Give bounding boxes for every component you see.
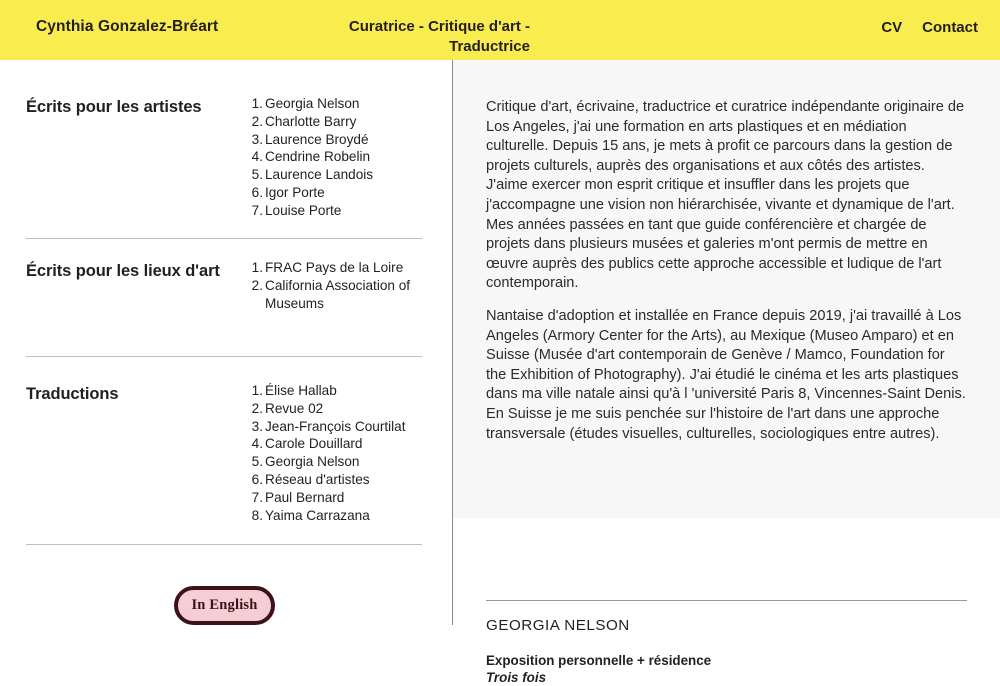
bio-paragraph: Critique d'art, écrivaine, traductrice et curatrice indépendante originaire de Los Angeles, j'ai une formation en arts plastiques et en médiation culturelle. Depuis 15 ans, je mets à profit ce parcours dans la gestion de projets culturels, auprès des organisations et aux côtés des artistes. J'aime exercer mon esprit critique et insuffler dans les projets que j'accompagne une vision non hiérarchisée, vivante et dynamique de l'art. Mes années passées en tant que guide conférencière et chargée de projets dans plusieurs musées et galeries m'ont permis de mettre en œuvre auprès des publics cette approche accessible et ludique de l'art contemporain.: [486, 99, 965, 292]
list-item-label: Réseau d'artistes: [265, 471, 370, 487]
bio-paragraph: Nantaise d'adoption et installée en France depuis 2019, j'ai travaillé à Los Angeles (Armory Center for the Arts), au Mexique (Museo Amparo) et en Suisse (Musée d'art contemporain de Genève / Mamco, Foundation for the Exhibition of Photography). J'ai étudié le cinéma et les arts plastiques dans ma ville natale ainsi qu'à l 'université Paris 8, Vincennes-Saint Denis. En Suisse je me suis penchée sur l'histoire de l'art dans une approche transversale (études visuelles, culturelles, sociologiques entre autres).: [486, 308, 966, 442]
site-header: [0, 0, 1000, 60]
list-item-label: Georgia Nelson: [265, 454, 360, 470]
sidebar-divider-1: [26, 238, 422, 239]
feature-subtitle: Exposition personnelle + résidence: [486, 653, 712, 668]
site-tagline: [250, 17, 530, 57]
list-item-label: Charlotte Barry: [265, 113, 357, 129]
list-item[interactable]: [246, 489, 431, 507]
feature-title[interactable]: GEORGIA NELSON: [486, 617, 630, 634]
list-item-label: California Association of Museums: [265, 277, 411, 311]
list-item-number: 8.: [251, 507, 263, 523]
list-item-label: Igor Porte: [265, 184, 325, 200]
list-item-number: 2.: [251, 277, 263, 293]
site-tagline-line-1: Curatrice - Critique d'art -: [348, 18, 530, 35]
list-item-number: 2.: [251, 113, 263, 129]
list-item-label: Yaima Carrazana: [265, 507, 370, 523]
list-item-label: Laurence Landois: [265, 167, 374, 183]
list-item-number: 1.: [251, 96, 263, 111]
nav-link-cv[interactable]: CV: [881, 19, 903, 36]
list-item[interactable]: [246, 259, 431, 277]
sidebar-section-traductions: [0, 382, 452, 547]
list-item-label: Georgia Nelson: [265, 96, 360, 111]
sidebar-section-ecrits-artistes: [0, 95, 452, 243]
sidebar-section-list: [246, 382, 431, 524]
list-item-number: 3.: [251, 131, 263, 147]
list-item-label: Laurence Broydé: [265, 131, 369, 147]
sidebar-divider-3: [26, 544, 422, 545]
list-item-label: Élise Hallab: [265, 383, 337, 398]
list-item-number: 1.: [251, 260, 263, 275]
list-item[interactable]: [246, 453, 431, 471]
list-item[interactable]: [246, 131, 431, 149]
feature-work-title: Trois fois: [486, 670, 547, 685]
list-item[interactable]: [246, 166, 431, 184]
list-item-number: 5.: [251, 454, 263, 470]
list-item-label: Carole Douillard: [265, 436, 363, 452]
language-toggle-button[interactable]: In English: [174, 586, 275, 625]
list-item[interactable]: [246, 95, 431, 113]
list-item[interactable]: [246, 277, 431, 313]
sidebar: [0, 60, 452, 625]
list-item-number: 4.: [251, 149, 263, 165]
list-item[interactable]: [246, 418, 431, 436]
list-item[interactable]: [246, 184, 431, 202]
list-item-number: 3.: [251, 418, 263, 434]
list-item[interactable]: [246, 202, 431, 220]
list-item[interactable]: [246, 471, 431, 489]
list-item[interactable]: [246, 400, 431, 418]
sidebar-section-ecrits-lieux: [0, 259, 452, 354]
main-content: [453, 60, 1000, 685]
site-name: Cynthia Gonzalez-Bréart: [36, 18, 219, 35]
sidebar-section-heading: Écrits pour les artistes: [26, 98, 202, 116]
feature-divider: [486, 600, 967, 601]
list-item[interactable]: [246, 507, 431, 525]
list-item-number: 6.: [251, 471, 263, 487]
list-item[interactable]: [246, 113, 431, 131]
list-item-number: 4.: [251, 436, 263, 452]
sidebar-section-list: [246, 259, 431, 312]
list-item[interactable]: [246, 382, 431, 400]
list-item-number: 2.: [251, 400, 263, 416]
list-item-label: Paul Bernard: [265, 489, 345, 505]
sidebar-section-list: [246, 95, 431, 220]
list-item-number: 1.: [251, 383, 263, 398]
sidebar-section-heading: Écrits pour les lieux d'art: [26, 262, 220, 280]
nav-link-contact[interactable]: Contact: [922, 19, 978, 36]
sidebar-section-heading: Traductions: [26, 385, 119, 403]
list-item-number: 6.: [251, 184, 263, 200]
header-nav: [881, 19, 978, 36]
list-item-label: Cendrine Robelin: [265, 149, 371, 165]
list-item-label: FRAC Pays de la Loire: [265, 260, 404, 275]
feature-section: [453, 518, 1000, 685]
list-item-label: Revue 02: [265, 400, 324, 416]
list-item-label: Louise Porte: [265, 202, 342, 218]
list-item-number: 7.: [251, 202, 263, 218]
list-item-label: Jean-François Courtilat: [265, 418, 406, 434]
bio-panel: [453, 60, 1000, 518]
list-item[interactable]: [246, 148, 431, 166]
list-item[interactable]: [246, 435, 431, 453]
list-item-number: 7.: [251, 489, 263, 505]
sidebar-divider-2: [26, 356, 422, 357]
site-tagline-line-2: Traductrice: [449, 38, 530, 55]
list-item-number: 5.: [251, 167, 263, 183]
